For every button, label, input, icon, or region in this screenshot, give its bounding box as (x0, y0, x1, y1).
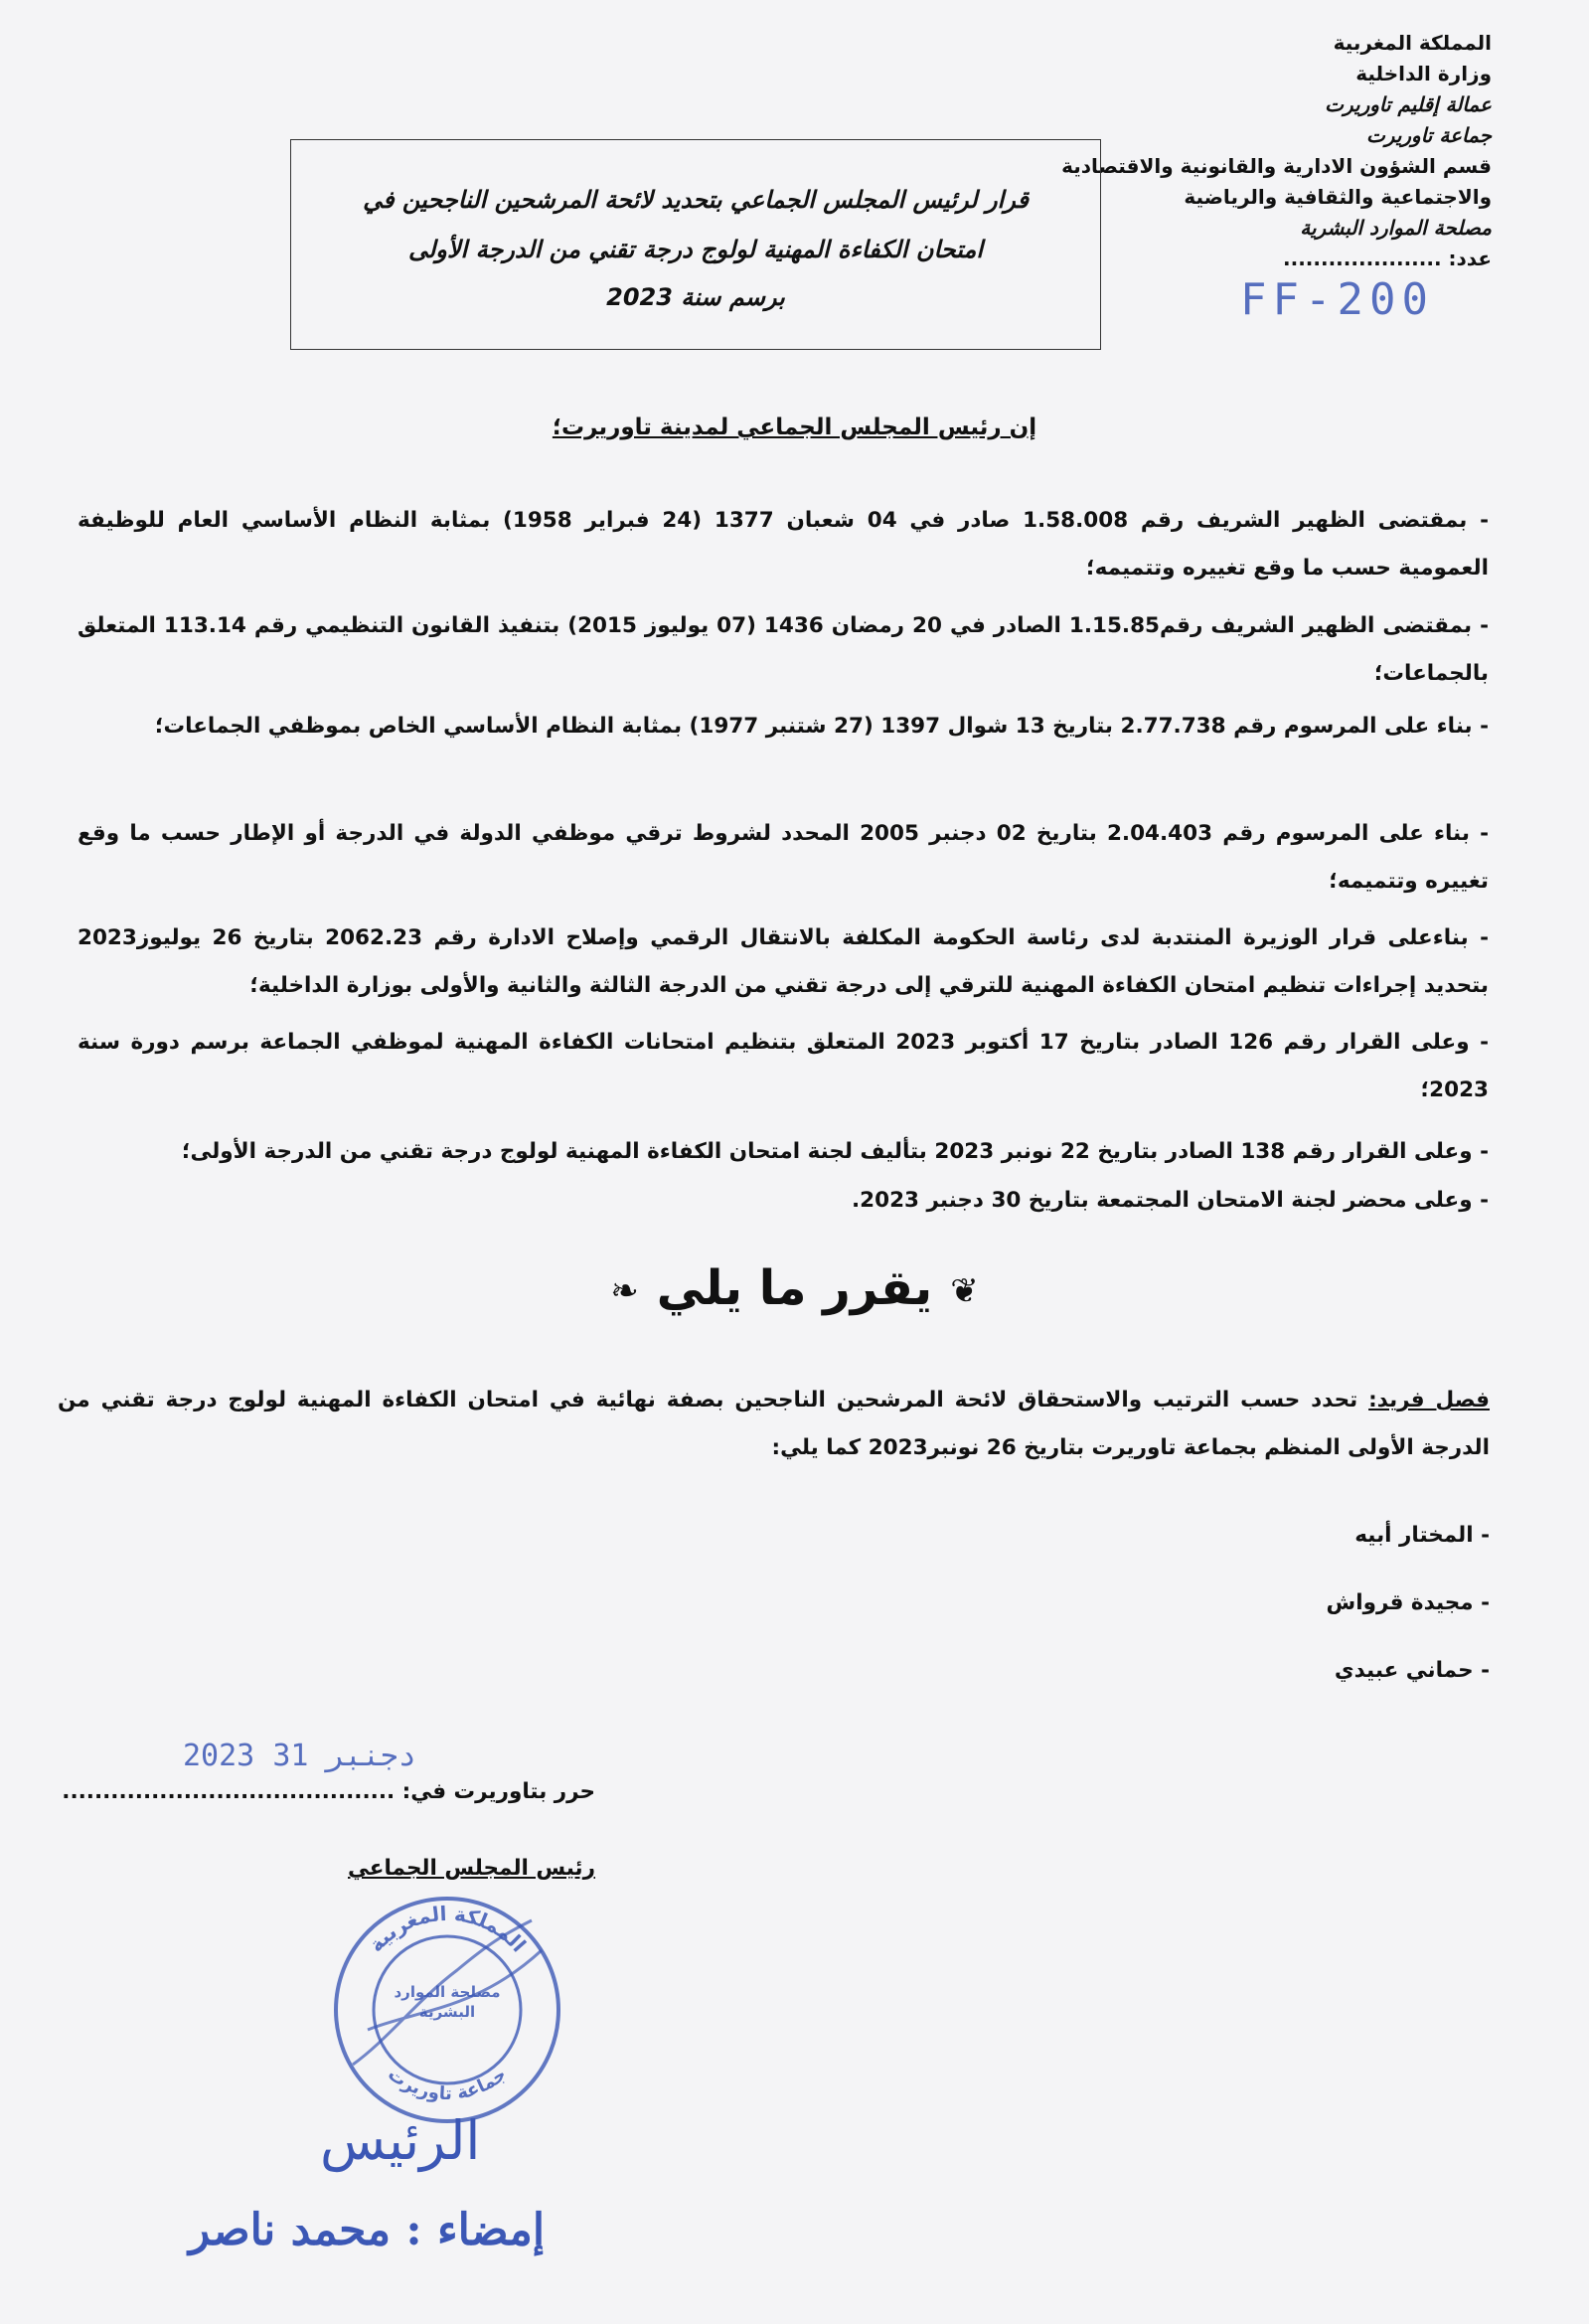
ornament-icon: ❧ (610, 1271, 639, 1311)
division-line-2: والاجتماعية والثقافية والرياضية (1184, 185, 1492, 209)
decision-text: يقرر ما يلي (656, 1260, 933, 1316)
candidate-item: - المختار أبيه (1354, 1523, 1490, 1548)
preamble (0, 415, 1589, 440)
seal-bottom-text: جماعة تاوريرت (384, 2064, 511, 2105)
handwritten-signature-name: إمضاء : محمد ناصر (189, 2205, 546, 2255)
commune-line: جماعة تاوريرت (1365, 123, 1492, 147)
visa-paragraph: - بناء على المرسوم رقم 2.77.738 بتاريخ 13 شوال 1397 (27 شتنبر 1977) بمثابة النظام الأساسي الخاص بموظفي الجماعات؛ (154, 714, 1489, 739)
division-line-1: قسم الشؤون الادارية والقانونية والاقتصادية (1061, 154, 1492, 178)
seal-outer-text: المملكة المغربية (364, 1901, 532, 1957)
visa-paragraph: - بمقتضى الظهير الشريف رقم1.15.85 الصادر في 20 رمضان 1436 (07 يوليوز 2015) بتنفيذ القانون التنظيمي رقم 113.14 المتعلق بالجماعات؛ (78, 613, 1489, 686)
preamble-text: إن رئيس المجلس الجماعي لمدينة تاوريرت؛ (552, 415, 1037, 440)
single-article (58, 1377, 1490, 1472)
kingdom-line: المملكة المغربية (1333, 31, 1492, 55)
ornament-icon: ❦ (950, 1271, 979, 1311)
visa-paragraph: - وعلى محضر لجنة الامتحان المجتمعة بتاريخ 30 دجنبر 2023. (852, 1188, 1489, 1213)
ministry-line: وزارة الداخلية (1355, 62, 1492, 85)
service-line: مصلحة الموارد البشرية (1300, 216, 1492, 240)
title-line-2: امتحان الكفاءة المهنية لولوج درجة تقني من الدرجة الأولى (407, 236, 984, 263)
issued-place-date: حرر بتاوريرت في: ......................................... (62, 1779, 595, 1804)
official-seal-icon (328, 1891, 566, 2129)
handwritten-title: الرئيس (320, 2109, 481, 2172)
title-line-1: قرار لرئيس المجلس الجماعي بتحديد لائحة المرشحين الناجحين في (363, 186, 1029, 214)
decision-heading (0, 1260, 1589, 1316)
visa-paragraph: - بمقتضى الظهير الشريف رقم 1.58.008 صادر في 04 شعبان 1377 (24 فبراير 1958) بمثابة النظام الأساسي العام للوظيفة العمومية حسب ما وقع تغييره وتتميمه؛ (78, 508, 1490, 581)
date-stamp: 2023 دجنبر 31 (183, 1739, 416, 1773)
reference-number-stamp: FF-200 (1240, 274, 1434, 325)
title-box (290, 139, 1101, 350)
visa-paragraph: - بناء على المرسوم رقم 2.04.403 بتاريخ 02 دجنبر 2005 المحدد لشروط ترقي موظفي الدولة في الدرجة أو الإطار حسب ما وقع تغييره وتتميمه؛ (78, 821, 1490, 894)
reference-number-label: عدد: ..................... (1283, 247, 1492, 270)
article-label: فصل فريد: (1368, 1388, 1490, 1412)
visa-paragraph: - وعلى القرار رقم 138 الصادر بتاريخ 22 نونبر 2023 بتأليف لجنة امتحان الكفاءة المهنية لولوج درجة تقني من الدرجة الأولى؛ (181, 1139, 1489, 1164)
title-line-3: برسم سنة 2023 (606, 283, 785, 311)
visa-paragraph: - بناءعلى قرار الوزيرة المنتدبة لدى رئاسة الحكومة المكلفة بالانتقال الرقمي وإصلاح الادارة رقم 2062.23 بتاريخ 26 يوليوز2023 بتحديد إجراءات تنظيم امتحان الكفاءة المهنية للترقي إلى درجة تقني من الدرجة الثالثة والثانية والأولى بوزارة الداخلية؛ (78, 925, 1489, 998)
article-text: تحدد حسب الترتيب والاستحقاق لائحة المرشحين الناجحين بصفة نهائية في امتحان الكفاءة المهنية لولوج درجة تقني من الدرجة الأولى المنظم بجماعة تاوريرت بتاريخ 26 نونبر2023 كما يلي: (58, 1388, 1490, 1460)
prefecture-line: عمالة إقليم تاوريرت (1325, 92, 1492, 116)
candidate-item: - مجيدة قرواش (1326, 1590, 1490, 1615)
signatory-title: رئيس المجلس الجماعي (348, 1856, 595, 1881)
seal-center-text: مصلحة الموارد البشرية (394, 1983, 501, 2021)
candidate-item: - حماني عبيدي (1334, 1658, 1490, 1683)
visa-paragraph: - وعلى القرار رقم 126 الصادر بتاريخ 17 أكتوبر 2023 المتعلق بتنظيم امتحانات الكفاءة المهنية لموظفي الجماعة برسم دورة سنة 2023؛ (78, 1030, 1490, 1102)
